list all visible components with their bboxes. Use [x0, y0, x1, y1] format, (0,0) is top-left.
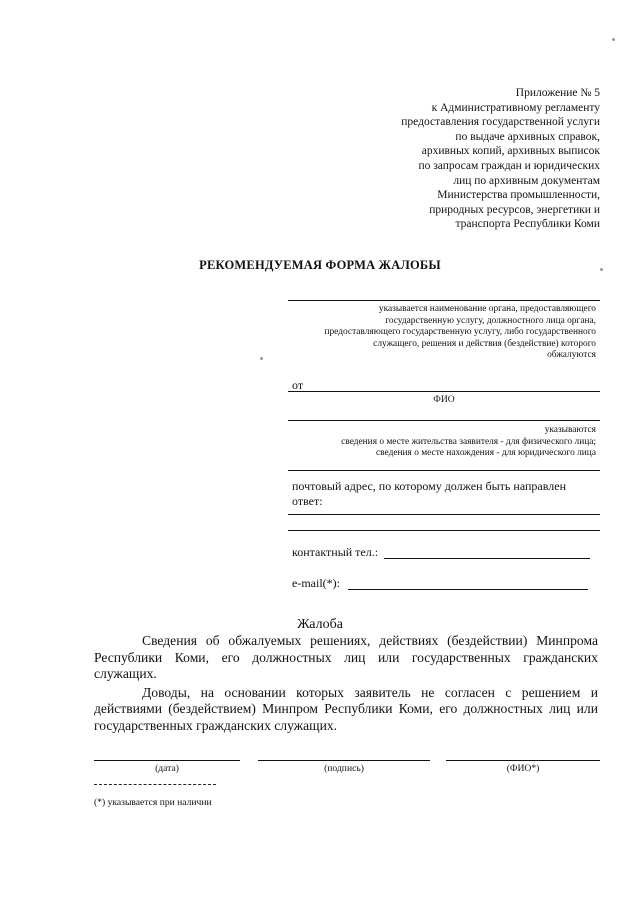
phone-field[interactable]	[384, 558, 590, 559]
annex-line: транспорта Республики Коми	[455, 218, 600, 231]
complaint-heading: Жалоба	[297, 617, 343, 632]
annex-line: к Административному регламенту	[431, 101, 600, 114]
complaint-paragraph-2: Доводы, на основании которых заявитель не согласен с решением и действиями (бездействием) Минпром Республики Коми, его должностных лиц или государственных гражданских служащих.	[94, 684, 598, 733]
email-label: e-mail(*):	[292, 576, 340, 590]
hint-line: сведения о месте нахождения - для юридического лица	[376, 448, 596, 459]
residence-line[interactable]	[288, 420, 600, 421]
phone-label: контактный тел.:	[292, 545, 379, 559]
scan-speck	[600, 268, 603, 271]
signature-label: (подпись)	[324, 763, 364, 774]
postal-label-line: ответ:	[292, 493, 323, 508]
annex-line: Приложение № 5	[515, 87, 600, 99]
hint-line: государственную услугу, должностного лица органа,	[385, 315, 596, 326]
addressee-line[interactable]	[288, 300, 600, 301]
postal-label-line: почтовый адрес, по которому должен быть направлен	[292, 479, 566, 493]
hint-line: указывается наименование органа, предоставляющего	[378, 304, 596, 314]
annex-line: природных ресурсов, энергетики и	[429, 203, 600, 216]
hint-line: обжалуются	[547, 350, 596, 361]
form-title: РЕКОМЕНДУЕМАЯ ФОРМА ЖАЛОБЫ	[199, 258, 441, 272]
residence-hint	[266, 425, 596, 460]
hint-line: предоставляющего государственную услугу, либо государственного	[324, 327, 596, 338]
hint-line: сведения о месте жительства заявителя - для физического лица;	[341, 436, 596, 447]
footnote-separator	[94, 784, 216, 785]
postal-address-label	[292, 479, 566, 509]
annex-header	[340, 86, 600, 232]
annex-line: лиц по архивным документам	[453, 174, 600, 187]
fio-label: ФИО	[433, 394, 455, 405]
complaint-paragraph-1: Сведения об обжалуемых решениях, действиях (бездействии) Минпрома Республики Коми, его должностных лиц или государственных гражданских служащих.	[94, 633, 598, 682]
signature-line[interactable]	[258, 760, 430, 761]
postal-line-2[interactable]	[288, 530, 600, 531]
from-label: от	[292, 378, 304, 392]
addressee-hint	[266, 304, 596, 362]
hint-line: служащего, решения и действия (бездействие) которого	[373, 338, 596, 349]
date-label: (дата)	[155, 763, 179, 774]
annex-line: предоставления государственной услуги	[401, 116, 600, 129]
date-line[interactable]	[94, 760, 240, 761]
scan-speck	[612, 38, 615, 41]
annex-line: архивных копий, архивных выписок	[421, 145, 600, 158]
complaint-body	[94, 633, 598, 735]
annex-line: по выдаче архивных справок,	[455, 130, 600, 143]
signer-fio-label: (ФИО*)	[506, 763, 540, 774]
hint-line: указываются	[544, 425, 596, 435]
footnote: (*) указывается при наличии	[94, 797, 212, 808]
email-field[interactable]	[348, 589, 588, 590]
postal-line-1[interactable]	[288, 514, 600, 515]
residence-line-2[interactable]	[288, 470, 600, 471]
annex-line: Министерства промышленности,	[437, 189, 600, 202]
signer-fio-line[interactable]	[446, 760, 600, 761]
annex-line: по запросам граждан и юридических	[418, 159, 600, 172]
scan-speck	[260, 357, 263, 360]
from-line[interactable]	[288, 391, 600, 392]
